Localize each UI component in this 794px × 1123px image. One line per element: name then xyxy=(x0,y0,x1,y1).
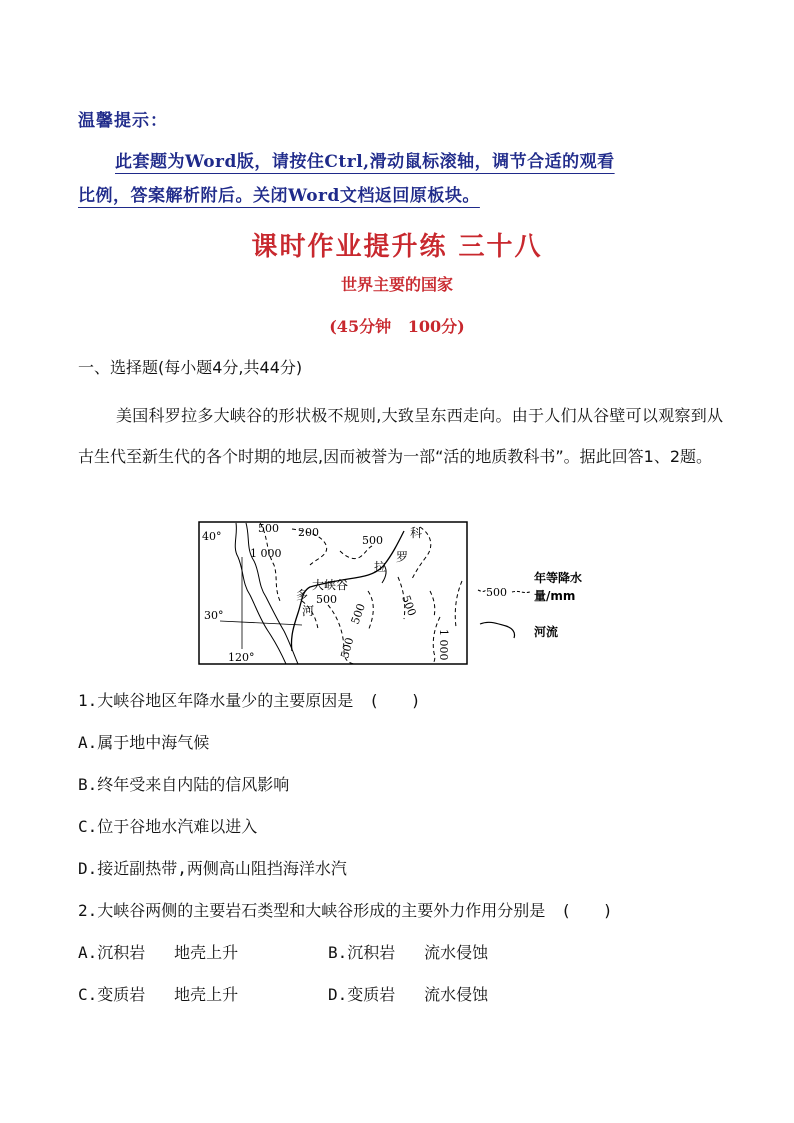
page-subtitle: 世界主要的国家 xyxy=(340,275,453,294)
notice-line-1: 此套题为Word版，请按住Ctrl,滑动鼠标滚轴，调节合适的观看 xyxy=(115,152,615,172)
legend-isoline-value: 500 xyxy=(486,586,507,599)
legend-isoline-sample-right xyxy=(512,591,530,592)
isoline-label: 500 xyxy=(338,636,357,660)
isoline-label: 1 000 xyxy=(437,629,450,661)
notice-title: 温馨提示： xyxy=(78,111,168,131)
notice-line-2: 比例，答案解析附后。关闭Word文档返回原板块。 xyxy=(78,186,480,206)
question-1-option-c: C.位于谷地水汽难以进入 xyxy=(78,817,258,836)
legend-river-caption: 河流 xyxy=(534,625,559,639)
question-2-stem: 2.大峡谷两侧的主要岩石类型和大峡谷形成的主要外力作用分别是 xyxy=(78,901,546,920)
isoline-label: 200 xyxy=(298,526,319,539)
legend-isoline-caption-1: 年等降水 xyxy=(534,571,583,585)
isoline-label: 500 xyxy=(348,601,369,627)
place-label-he: 河 xyxy=(302,604,315,618)
latitude-label-30: 30° xyxy=(204,609,224,622)
question-2-option-a: A.沉积岩 地壳上升 xyxy=(78,943,239,962)
place-label-duo: 多 xyxy=(296,588,309,602)
place-label-la: 拉 xyxy=(374,560,387,574)
canyon-precipitation-map xyxy=(198,521,470,667)
isoline-label: 500 xyxy=(362,534,383,547)
page-title: 课时作业提升练 三十八 xyxy=(251,232,543,262)
isoline-label: 500 xyxy=(258,522,279,535)
place-label-luo: 罗 xyxy=(396,550,409,564)
legend-isoline-caption-2: 量/mm xyxy=(534,589,576,603)
question-2-option-c: C.变质岩 地壳上升 xyxy=(78,985,239,1004)
time-score-line: (45分钟 100分) xyxy=(329,317,465,336)
question-2 xyxy=(78,898,613,921)
question-1-option-b: B.终年受来自内陆的信风影响 xyxy=(78,775,290,794)
question-2-bracket: ( ) xyxy=(561,901,613,920)
question-1-option-d: D.接近副热带,两侧高山阻挡海洋水汽 xyxy=(78,859,347,878)
isoline-label: 500 xyxy=(316,593,337,606)
place-label-ke: 科 xyxy=(410,526,423,540)
question-2-option-d: D.变质岩 流水侵蚀 xyxy=(328,985,489,1004)
reading-passage: 美国科罗拉多大峡谷的形状极不规则,大致呈东西走向。由于人们从谷壁可以观察到从古生代至新生代的各个时期的地层,因而被誉为一部“活的地质教科书”。据此回答1、2题。 xyxy=(78,406,723,466)
longitude-label-120: 120° xyxy=(228,651,255,664)
question-1 xyxy=(78,688,421,711)
isoline-label: 1 000 xyxy=(250,547,282,560)
notice-body xyxy=(78,145,723,213)
question-2-option-b: B.沉积岩 流水侵蚀 xyxy=(328,943,489,962)
legend-isoline-sample-left xyxy=(478,590,486,592)
legend-river-sample xyxy=(480,622,515,638)
question-1-bracket: ( ) xyxy=(369,691,421,710)
latitude-label-40: 40° xyxy=(202,530,222,543)
section-heading: 一、选择题(每小题4分,共44分) xyxy=(78,358,303,377)
question-1-option-a: A.属于地中海气候 xyxy=(78,733,210,752)
question-1-stem: 1.大峡谷地区年降水量少的主要原因是 xyxy=(78,691,354,710)
map-legend xyxy=(476,566,616,646)
place-label-canyon: 大峡谷 xyxy=(312,578,349,592)
isoline-label: 500 xyxy=(399,593,419,618)
